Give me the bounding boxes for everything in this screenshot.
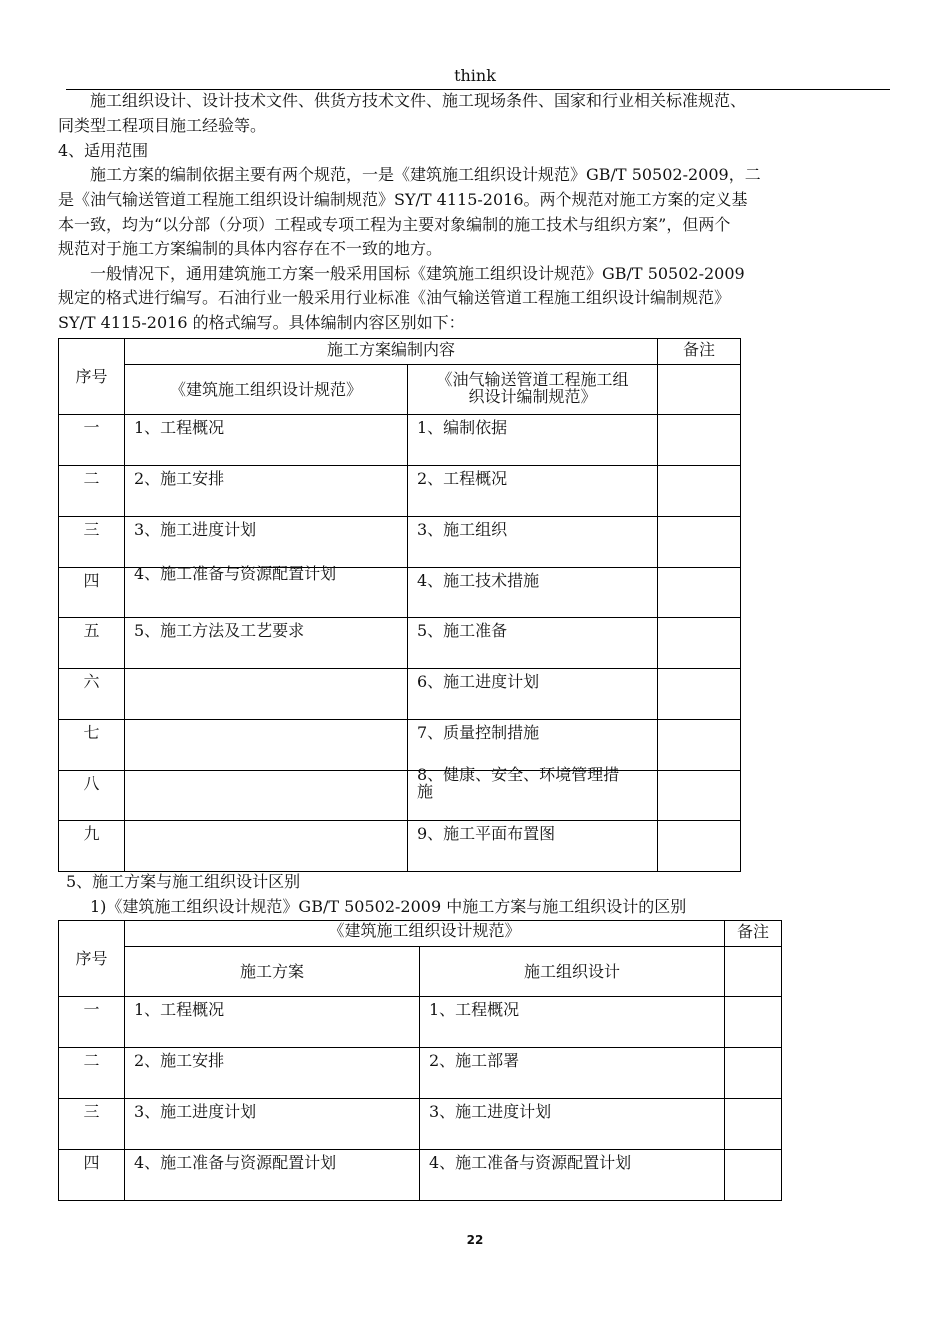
table-header-remark: 备注 (725, 921, 782, 947)
table-row: 二 2、施工安排 2、施工部署 (59, 1048, 782, 1099)
paragraph-line: 施工方案的编制依据主要有两个规范，一是《建筑施工组织设计规范》GB/T 50502-2009，二 (90, 165, 761, 184)
paragraph-line: 规定的格式进行编写。石油行业一般采用行业标准《油气输送管道工程施工组织设计编制规范》 (58, 288, 731, 307)
table-header-col2: 施工组织设计 (420, 947, 725, 997)
section-heading-5: 5、施工方案与施工组织设计区别 (66, 872, 301, 891)
table-header-group: 《建筑施工组织设计规范》 (125, 921, 725, 947)
table-row: 八 8、健康、安全、环境管理措 施 (59, 771, 741, 821)
table-row: 四 4、施工准备与资源配置计划 4、施工技术措施 (59, 568, 741, 618)
paragraph-line: 本一致，均为“以分部（分项）工程或专项工程为主要对象编制的施工技术与组织方案”，但两个 (58, 215, 731, 234)
table-header-col2: 《油气输送管道工程施工组 织设计编制规范》 (408, 365, 658, 415)
table-header-seq: 序号 (59, 339, 125, 415)
table-row: 九 9、施工平面布置图 (59, 821, 741, 872)
table-header-seq: 序号 (59, 921, 125, 997)
table-plan-content (58, 338, 741, 872)
paragraph-line: 规范对于施工方案编制的具体内容存在不一致的地方。 (58, 239, 443, 258)
paragraph-line: SY/T 4115-2016 的格式编写。具体编制内容区别如下： (58, 313, 465, 332)
table-row: 一 1、工程概况 1、编制依据 (59, 415, 741, 466)
table-row: 四 4、施工准备与资源配置计划 4、施工准备与资源配置计划 (59, 1150, 782, 1201)
table-header-col1: 施工方案 (125, 947, 420, 997)
table-row: 三 3、施工进度计划 3、施工进度计划 (59, 1099, 782, 1150)
table-row: 七 7、质量控制措施 (59, 720, 741, 771)
paragraph-line: 一般情况下，通用建筑施工方案一般采用国标《建筑施工组织设计规范》GB/T 50502-2009 (90, 264, 745, 283)
paragraph-line: 同类型工程项目施工经验等。 (58, 116, 267, 135)
section-heading-4: 4、适用范围 (58, 141, 149, 160)
paragraph-line: 施工组织设计、设计技术文件、供货方技术文件、施工现场条件、国家和行业相关标准规范、 (90, 91, 747, 110)
section-heading-5-1: 1)《建筑施工组织设计规范》GB/T 50502-2009 中施工方案与施工组织设计的区别 (90, 897, 687, 916)
table-header-remark: 备注 (658, 339, 741, 365)
page-header: think (454, 66, 496, 85)
table-row: 三 3、施工进度计划 3、施工组织 (59, 517, 741, 568)
table-plan-vs-organization (58, 920, 782, 1201)
table-row: 六 6、施工进度计划 (59, 669, 741, 720)
table-row: 二 2、施工安排 2、工程概况 (59, 466, 741, 517)
page-number: 22 (466, 1233, 484, 1247)
table-header-remark-blank (725, 947, 782, 997)
table-row: 一 1、工程概况 1、工程概况 (59, 997, 782, 1048)
paragraph-line: 是《油气输送管道工程施工组织设计编制规范》SY/T 4115-2016。两个规范对施工方案的定义基 (58, 190, 748, 209)
table-header-remark-blank (658, 365, 741, 415)
table-header-col1: 《建筑施工组织设计规范》 (125, 365, 408, 415)
table-row: 五 5、施工方法及工艺要求 5、施工准备 (59, 618, 741, 669)
table-header-group: 施工方案编制内容 (125, 339, 658, 365)
